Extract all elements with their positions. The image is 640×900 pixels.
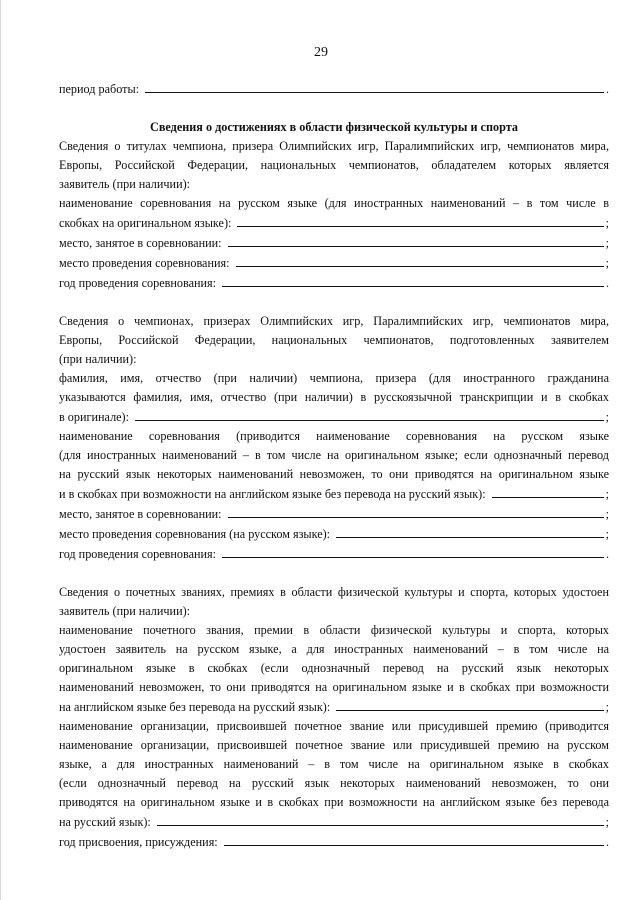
titles-year-field[interactable] [222,273,604,287]
trained-place-row: место, занятое в соревновании: ; [59,504,609,524]
titles-block: Сведения о титулах чемпиона, призера Олимпийских игр, Паралимпийских игр, чемпионатов мира, Европы, Российской Федерации, национальных чемпионатов, обладателем которых является заявитель (при наличии): наименование соревнования на русском языке (для иностранных наименований – в том числе в скобках на оригинальном языке): ; место, занятое в соревновании: ; место проведения соревнования: ; год проведения соревнования: . [59,137,609,293]
titles-place-field[interactable] [228,233,604,247]
titles-venue-field[interactable] [236,253,604,267]
trained-competition-field[interactable] [492,484,604,498]
honors-block: Сведения о почетных званиях, премиях в области физической культуры и спорта, которых удостоен заявитель (при наличии): наименование почетного звания, премии в области физической культуры и спорта, которых удостоен заявитель на русском языке, а для иностранных наименований – в том числе на оригинальном языке в скобках (если однозначный перевод на русский язык некоторых наименований невозможен, то они приводятся на оригинальном языке и в скобках при возможности на английском языке без перевода на русский язык): ; наименование организации, присвоившей почетное звание или присудившей премию (приводится наименование организации, присвоившей почетное звание или присудившей премию на русском языке, а для иностранных наименований – в том числе на оригинальном языке в скобках (если однозначный перевод на русский язык некоторых наименований невозможен, то они приводятся на оригинальном языке и в скобках при возможности на английском языке без перевода на русский язык): ; год присвоения, присуждения: . [59,583,609,852]
work-period-row: период работы: . [59,79,609,99]
form-content [59,79,609,852]
trained-fio-field[interactable] [135,407,604,421]
titles-venue-row: место проведения соревнования: ; [59,253,609,273]
page-number: 29 [314,45,328,60]
titles-competition-field[interactable] [237,213,603,227]
trained-block: Сведения о чемпионах, призерах Олимпийских игр, Паралимпийских игр, чемпионатов мира, Европы, Российской Федерации, национальных чемпионатов, подготовленных заявителем (при наличии): фамилия, имя, отчество (при наличии) чемпиона, призера (для иностранного гражданина указываются фамилия, имя, отчество (при наличии) в русскоязычной транскрипции и в скобках в оригинале): ; наименование соревнования (приводится наименование соревнования на русском языке (для иностранных наименований – в том числе на оригинальном языке; если однозначный перевод на русский язык некоторых наименований невозможен, то они приводятся на оригинальном языке и в скобках при возможности на английском языке без перевода на русский язык): ; место, занятое в соревновании: ; место проведения соревнования (на русском языке): ; год проведения соревнования: . [59,312,609,564]
trained-competition-row: и в скобках при возможности на английском языке без перевода на русский язык): ; [59,484,609,504]
honors-org-field[interactable] [157,812,604,826]
honors-year-row: год присвоения, присуждения: . [59,832,609,852]
trained-fio-row: в оригинале): ; [59,407,609,427]
trained-year-field[interactable] [222,544,604,558]
titles-year-row: год проведения соревнования: . [59,273,609,293]
trained-place-field[interactable] [228,504,604,518]
honors-title-field[interactable] [336,697,603,711]
titles-competition-row: скобках на оригинальном языке): ; [59,213,609,233]
trained-venue-field[interactable] [336,524,604,538]
work-period-label: период работы: [59,82,140,96]
work-period-field[interactable] [145,79,604,93]
honors-year-field[interactable] [224,832,604,846]
honors-title-row: на английском языке без перевода на русский язык): ; [59,697,609,717]
trained-venue-row: место проведения соревнования (на русском языке): ; [59,524,609,544]
titles-place-row: место, занятое в соревновании: ; [59,233,609,253]
section-heading: Сведения о достижениях в области физической культуры и спорта [150,120,518,134]
trained-year-row: год проведения соревнования: . [59,544,609,564]
honors-org-row: на русский язык): ; [59,812,609,832]
